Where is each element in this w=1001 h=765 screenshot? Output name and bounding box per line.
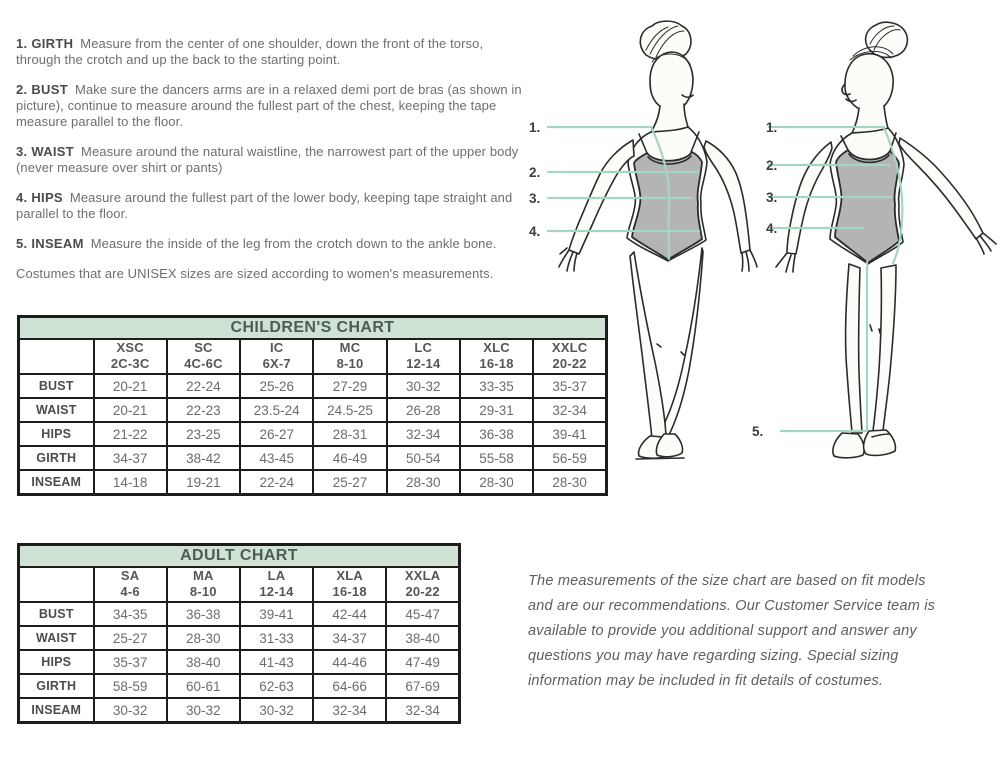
measurement-value: 19-21 [167, 470, 240, 494]
size-column-header: MC 8-10 [313, 339, 386, 375]
measurement-value: 35-37 [533, 374, 606, 398]
back-dancer-left-hand [776, 253, 795, 272]
front-dancer-right-hand [742, 250, 757, 271]
measurement-value: 30-32 [94, 698, 167, 722]
measurement-value: 44-46 [313, 650, 386, 674]
row-label: INSEAM [19, 470, 94, 494]
front-dancer-front-leg [630, 252, 666, 439]
measurement-value: 34-37 [313, 626, 386, 650]
measurement-value: 20-21 [94, 374, 167, 398]
measurement-value: 24.5-25 [313, 398, 386, 422]
measurement-value: 36-38 [167, 602, 240, 626]
measurement-value: 34-35 [94, 602, 167, 626]
size-column-header: IC 6X-7 [240, 339, 313, 375]
unisex-note: Costumes that are UNISEX sizes are sized according to women's measurements. [16, 266, 494, 281]
back-dancer-right-arm [899, 138, 983, 239]
measurement-value: 38-40 [386, 626, 459, 650]
measurement-value: 38-40 [167, 650, 240, 674]
measurement-row [19, 602, 460, 626]
measurement-value: 50-54 [387, 446, 460, 470]
measurement-value: 32-34 [533, 398, 606, 422]
row-label: WAIST [19, 398, 94, 422]
front-dancer-back-leg [660, 248, 703, 437]
front-dancer-head [650, 52, 693, 111]
measurement-value: 43-45 [240, 446, 313, 470]
chart-title: ADULT CHART [19, 545, 460, 567]
size-column-header: XXLC 20-22 [533, 339, 606, 375]
measurement-value: 23.5-24 [240, 398, 313, 422]
measurement-row [19, 446, 607, 470]
instruction-term: 2. BUST [16, 82, 68, 97]
measurement-row [19, 374, 607, 398]
chart-title-row [19, 545, 460, 567]
front-callout-3: 3. [529, 191, 541, 206]
front-dancer-leotard [632, 152, 702, 260]
corner-cell [19, 339, 94, 375]
measurement-value: 25-27 [94, 626, 167, 650]
front-callout-1: 1. [529, 120, 541, 135]
size-column-header: SC 4C-6C [167, 339, 240, 375]
measurement-value: 28-30 [167, 626, 240, 650]
measurement-value: 22-24 [240, 470, 313, 494]
row-label: GIRTH [19, 446, 94, 470]
measurement-value: 41-43 [240, 650, 313, 674]
back-dancer-illustration [776, 22, 996, 458]
back-callout-5: 5. [752, 424, 764, 439]
instruction-item: 5. INSEAM Measure the inside of the leg from the crotch down to the ankle bone. [16, 236, 497, 251]
measurement-row [19, 698, 460, 722]
size-column-header: MA 8-10 [167, 567, 240, 603]
measurement-value: 31-33 [240, 626, 313, 650]
instruction-item: 3. WAIST Measure around the natural waistline, the narrowest part of the upper body (never measure over shirt or pants) [16, 144, 519, 175]
back-callout-3: 3. [766, 190, 778, 205]
front-dancer-right-arm [704, 141, 750, 253]
instruction-item: 2. BUST Make sure the dancers arms are in a relaxed demi port de bras (as shown in picture), continue to measure around the fullest part of the chest, keeping the tape measure parallel to the floor. [16, 82, 522, 129]
measurement-value: 45-47 [386, 602, 459, 626]
measurement-value: 32-34 [313, 698, 386, 722]
measurement-value: 28-30 [533, 470, 606, 494]
row-label: BUST [19, 602, 94, 626]
instruction-term: 3. WAIST [16, 144, 75, 159]
measurement-value: 29-31 [460, 398, 533, 422]
measurement-value: 35-37 [94, 650, 167, 674]
row-label: HIPS [19, 422, 94, 446]
size-column-header: XLC 16-18 [460, 339, 533, 375]
adult-chart-table [17, 543, 461, 724]
back-callout-2: 2. [766, 158, 778, 173]
size-column-header: XLA 16-18 [313, 567, 386, 603]
measurement-value: 28-30 [460, 470, 533, 494]
measurement-row [19, 398, 607, 422]
measurement-value: 55-58 [460, 446, 533, 470]
row-label: INSEAM [19, 698, 94, 722]
measurement-value: 62-63 [240, 674, 313, 698]
row-label: WAIST [19, 626, 94, 650]
measurement-value: 26-27 [240, 422, 313, 446]
sizing-footnote: The measurements of the size chart are based on fit models and are our recommendations. Our Customer Service team is available to provide you additional support and answer any questions you may have regarding sizing. Special sizing information may be included in fit details of costumes. [528, 573, 936, 689]
back-callout-4: 4. [766, 221, 778, 236]
measurement-value: 42-44 [313, 602, 386, 626]
instruction-term: 5. INSEAM [16, 236, 84, 251]
measurement-value: 39-41 [240, 602, 313, 626]
measurement-value: 23-25 [167, 422, 240, 446]
measurement-value: 64-66 [313, 674, 386, 698]
measurement-value: 34-37 [94, 446, 167, 470]
measurement-value: 46-49 [313, 446, 386, 470]
measurement-value: 36-38 [460, 422, 533, 446]
measurement-instructions [16, 36, 526, 266]
measurement-value: 33-35 [460, 374, 533, 398]
measurement-value: 67-69 [386, 674, 459, 698]
measurement-value: 28-30 [387, 470, 460, 494]
measurement-row [19, 470, 607, 494]
measurement-value: 32-34 [386, 698, 459, 722]
measurement-value: 22-23 [167, 398, 240, 422]
front-callout-4: 4. [529, 224, 541, 239]
instruction-term: 4. HIPS [16, 190, 63, 205]
chart-title-row [19, 317, 607, 339]
row-label: GIRTH [19, 674, 94, 698]
back-dancer-left-leg [846, 264, 862, 433]
row-label: HIPS [19, 650, 94, 674]
back-dancer-right-leg [873, 265, 896, 431]
back-dancer-shoe-left [833, 433, 864, 458]
measurement-value: 47-49 [386, 650, 459, 674]
size-column-header: XSC 2C-3C [94, 339, 167, 375]
front-callout-2: 2. [529, 165, 541, 180]
measurement-value: 28-31 [313, 422, 386, 446]
size-column-header: LC 12-14 [387, 339, 460, 375]
back-dancer-head [845, 54, 893, 112]
instruction-item: 4. HIPS Measure around the fullest part of the lower body, keeping tape straight and parallel to the floor. [16, 190, 513, 221]
measurement-value: 38-42 [167, 446, 240, 470]
measurement-value: 30-32 [240, 698, 313, 722]
measurement-value: 30-32 [167, 698, 240, 722]
size-column-header: LA 12-14 [240, 567, 313, 603]
measurement-value: 27-29 [313, 374, 386, 398]
measurement-value: 39-41 [533, 422, 606, 446]
chart-header-row [19, 339, 607, 375]
measurement-value: 30-32 [387, 374, 460, 398]
chart-title: CHILDREN'S CHART [19, 317, 607, 339]
measurement-value: 32-34 [387, 422, 460, 446]
measurement-row [19, 626, 460, 650]
measurement-value: 26-28 [387, 398, 460, 422]
size-column-header: SA 4-6 [94, 567, 167, 603]
corner-cell [19, 567, 94, 603]
measurement-row [19, 650, 460, 674]
measurement-row [19, 422, 607, 446]
instruction-term: 1. GIRTH [16, 36, 74, 51]
measurement-row [19, 674, 460, 698]
childrens-chart-table [17, 315, 608, 496]
measurement-value: 22-24 [167, 374, 240, 398]
size-column-header: XXLA 20-22 [386, 567, 459, 603]
measurement-value: 25-26 [240, 374, 313, 398]
instruction-item: 1. GIRTH Measure from the center of one shoulder, down the front of the torso, through the crotch and up the back to the starting point. [16, 36, 484, 67]
measurement-value: 25-27 [313, 470, 386, 494]
measurement-value: 21-22 [94, 422, 167, 446]
measurement-value: 56-59 [533, 446, 606, 470]
chart-header-row [19, 567, 460, 603]
measurement-value: 60-61 [167, 674, 240, 698]
measurement-value: 20-21 [94, 398, 167, 422]
measurement-value: 58-59 [94, 674, 167, 698]
back-callout-1: 1. [766, 120, 778, 135]
measurement-value: 14-18 [94, 470, 167, 494]
row-label: BUST [19, 374, 94, 398]
